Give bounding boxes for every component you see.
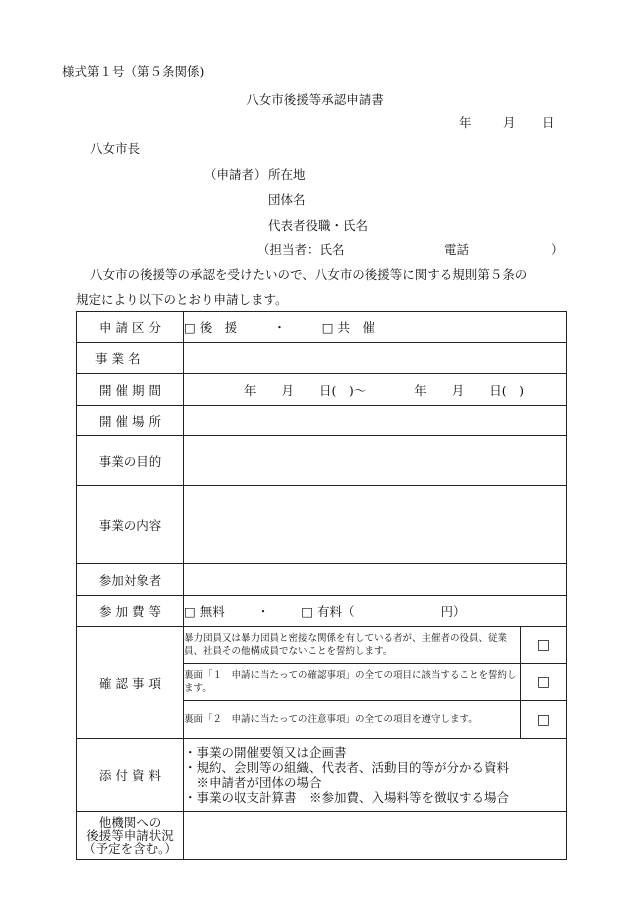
confirmation-item-1: 暴力団員又は暴力団員と密接な関係を有している者が、主催者の役員、従業員、社員その他構成員でないことを誓約します。 xyxy=(184,627,521,664)
attachment-note: ※申請者が団体の場合 xyxy=(184,775,322,790)
period-end: 年 月 日( ) xyxy=(414,382,524,398)
application-table xyxy=(76,311,567,860)
org-label: 団体名 xyxy=(268,192,306,207)
row-attachments xyxy=(77,739,567,812)
purpose-label: 事業の目的 xyxy=(77,436,184,486)
contact-label: （担当者：氏名 xyxy=(257,242,345,257)
attachment-item: ・事業の開催要領又は企画書 xyxy=(184,745,347,760)
period-field[interactable] xyxy=(184,374,567,406)
attachment-item: ・事業の収支計算書 ※参加費、入場料等を徴収する場合 xyxy=(184,790,510,805)
page-title-text: 八女市後援等承認申請書 xyxy=(246,92,384,107)
attachments-label: 添 付 資 料 xyxy=(77,739,184,812)
intro-line-2: 規定により以下のとおり申請します。 xyxy=(76,292,288,307)
venue-field[interactable] xyxy=(184,406,567,436)
project-name-label xyxy=(77,343,184,374)
row-fee xyxy=(77,596,567,627)
fee-yen: 円） xyxy=(440,604,466,619)
free-checkbox[interactable]: □ 無料 xyxy=(184,604,225,619)
confirmation-checkbox-1[interactable]: □ xyxy=(520,627,566,664)
contact-close: ） xyxy=(551,242,564,257)
fee-label: 参 加 費 等 xyxy=(77,596,184,627)
cosponsor-checkbox[interactable]: □ 共 催 xyxy=(321,320,376,335)
other-bodies-label xyxy=(77,812,184,860)
category-label: 申 請 区 分 xyxy=(77,312,184,343)
attachment-item: ・規約、会則等の組織、代表者、活動目的等が分かる資料 xyxy=(184,760,510,775)
project-name-label-text: 事 業 名 xyxy=(95,351,141,366)
row-category xyxy=(77,312,567,343)
fee-options xyxy=(184,596,567,627)
date-month: 月 xyxy=(503,115,516,130)
applicant-label: （申請者） xyxy=(204,167,267,182)
intro-line-1: 八女市の後援等の承認を受けたいので、八女市の後援等に関する規則第５条の xyxy=(90,267,528,282)
date-year: 年 xyxy=(459,115,472,130)
participants-field[interactable] xyxy=(184,564,567,596)
address-label: 所在地 xyxy=(268,167,306,182)
addressee: 八女市長 xyxy=(90,141,141,156)
row-participants xyxy=(77,564,567,596)
support-checkbox[interactable]: □ 後 援 xyxy=(184,320,238,335)
other-bodies-field[interactable] xyxy=(184,812,567,860)
row-period xyxy=(77,374,567,406)
row-other-bodies xyxy=(77,812,567,860)
period-start: 年 月 日( )～ xyxy=(243,382,367,398)
category-options xyxy=(184,312,567,343)
venue-label: 開 催 場 所 xyxy=(77,406,184,436)
purpose-field[interactable] xyxy=(184,436,567,486)
rep-label: 代表者役職・氏名 xyxy=(268,218,369,233)
row-confirmation-1 xyxy=(77,627,567,664)
other-bodies-label-line-1: 他機関への xyxy=(98,815,162,830)
period-label: 開 催 期 間 xyxy=(77,374,184,406)
row-venue xyxy=(77,406,567,436)
confirmation-label: 確 認 事 項 xyxy=(77,627,184,739)
confirmation-item-2: 裏面「１ 申請に当たっての確認事項」の全ての項目に該当することを誓約します。 xyxy=(184,664,521,701)
other-bodies-label-line-3: （予定を含む。） xyxy=(83,841,177,856)
paid-checkbox[interactable]: □ 有料（ xyxy=(301,604,355,619)
project-name-field[interactable] xyxy=(184,343,567,374)
category-separator: ・ xyxy=(273,320,286,335)
fee-separator: ・ xyxy=(256,604,270,619)
row-project-name xyxy=(77,343,567,374)
confirmation-checkbox-2[interactable]: □ xyxy=(520,664,566,701)
row-purpose xyxy=(77,436,567,486)
participants-label: 参加対象者 xyxy=(77,564,184,596)
content-label: 事業の内容 xyxy=(77,486,184,564)
other-bodies-label-line-2: 後援等申請状況 xyxy=(86,828,174,843)
confirmation-item-3: 裏面「２ 申請に当たっての注意事項」の全ての項目を遵守します。 xyxy=(184,701,521,739)
form-number: 様式第１号（第５条関係) xyxy=(62,64,205,79)
row-content xyxy=(77,486,567,564)
attachments-list xyxy=(184,739,567,812)
phone-label: 電話 xyxy=(444,242,470,257)
content-field[interactable] xyxy=(184,486,567,564)
page-title xyxy=(0,90,630,108)
date-day: 日 xyxy=(542,115,555,130)
confirmation-checkbox-3[interactable]: □ xyxy=(520,701,566,739)
